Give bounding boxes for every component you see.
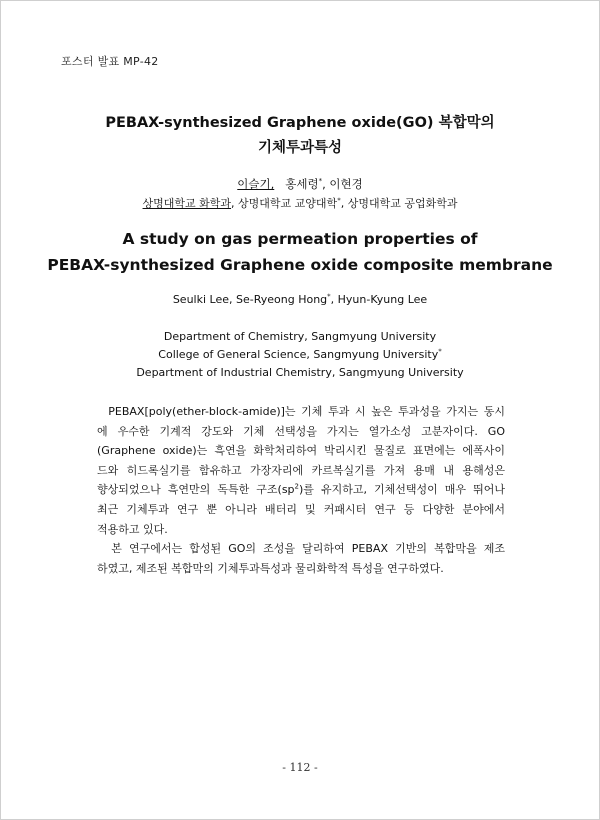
author-3-ko: 이현경	[329, 177, 363, 191]
abstract-text: 본 연구에서는 합성된 GO의 조성을 달리하여 PEBAX 기반의 복합막을 제조	[111, 542, 505, 556]
korean-authors	[1, 176, 599, 192]
affiliation-mark-en: *	[438, 347, 442, 356]
author-2-ko: 홍세령	[285, 177, 319, 191]
english-authors-part-2: , Hyun-Kyung Lee	[330, 293, 428, 306]
english-affiliation-3: Department of Industrial Chemistry, Sangmyung University	[136, 366, 464, 379]
author-1-ko: 이슬기,	[237, 177, 275, 191]
english-title-line-2: PEBAX-synthesized Graphene oxide composite membrane	[47, 256, 553, 274]
page-number: - 112 -	[282, 761, 318, 774]
abstract-body	[97, 402, 505, 578]
affiliation-separator: ,	[340, 197, 348, 210]
abstract-text: )를 유지하고, 기체선택성이 매우 뛰어나	[299, 483, 505, 497]
corresponding-mark-en: *	[327, 292, 331, 301]
affiliation-3-ko: 상명대학교 공업화학과	[347, 197, 458, 210]
english-authors	[1, 293, 599, 306]
abstract-line: 하였고, 제조된 복합막의 기체투과특성과 물리화학적 특성을 연구하였다.	[97, 561, 444, 575]
corresponding-mark: *	[318, 177, 323, 186]
english-affiliation-1: Department of Chemistry, Sangmyung University	[163, 330, 437, 343]
english-affiliation-2	[1, 348, 599, 361]
abstract-text: 향상되었으나 흑연만의 독특한 구조(sp	[97, 483, 295, 497]
session-label: 포스터 발표 MP-42	[61, 55, 159, 68]
superscript: 2	[294, 482, 299, 491]
abstract-text: PEBAX[poly(ether-block-amide)]는 기체 투과 시 높은 투과성을 가지는 동시	[108, 405, 505, 418]
author-separator: ,	[322, 177, 326, 191]
affiliation-separator: ,	[231, 197, 239, 210]
affiliation-mark: *	[337, 196, 341, 205]
abstract-line: 적용하고 있다.	[97, 522, 168, 536]
korean-title-line-2: 기체투과특성	[257, 140, 343, 156]
affiliation-1-ko: 상명대학교 화학과	[142, 197, 232, 210]
korean-affiliations	[1, 195, 599, 211]
abstract-line	[97, 402, 505, 422]
english-authors-part-1: Seulki Lee, Se-Ryeong Hong	[172, 293, 328, 306]
abstract-line: 드와 히드록실기를 함유하고 가장자리에 카르복실기를 가져 용매 내 용해성은	[97, 463, 505, 477]
abstract-line: 최근 기체투과 연구 뿐 아니라 배터리 및 커패시터 연구 등 다양한 분야에서	[97, 502, 505, 516]
abstract-line	[97, 480, 505, 500]
english-title-line-1: A study on gas permeation properties of	[122, 230, 478, 248]
korean-title-line-1: PEBAX-synthesized Graphene oxide(GO) 복합막의	[105, 115, 495, 131]
abstract-line	[97, 539, 505, 559]
abstract-line: (Graphene oxide)는 흑연을 화학처리하여 박리시킨 물질로 표면에는 에폭사이	[97, 444, 505, 458]
abstract-line: 에 우수한 기계적 강도와 기체 선택성을 가지는 열가소성 고분자이다. GO	[97, 424, 505, 438]
english-affiliation-2-text: College of General Science, Sangmyung University	[158, 348, 439, 361]
affiliation-2-ko: 상명대학교 교양대학	[238, 197, 338, 210]
